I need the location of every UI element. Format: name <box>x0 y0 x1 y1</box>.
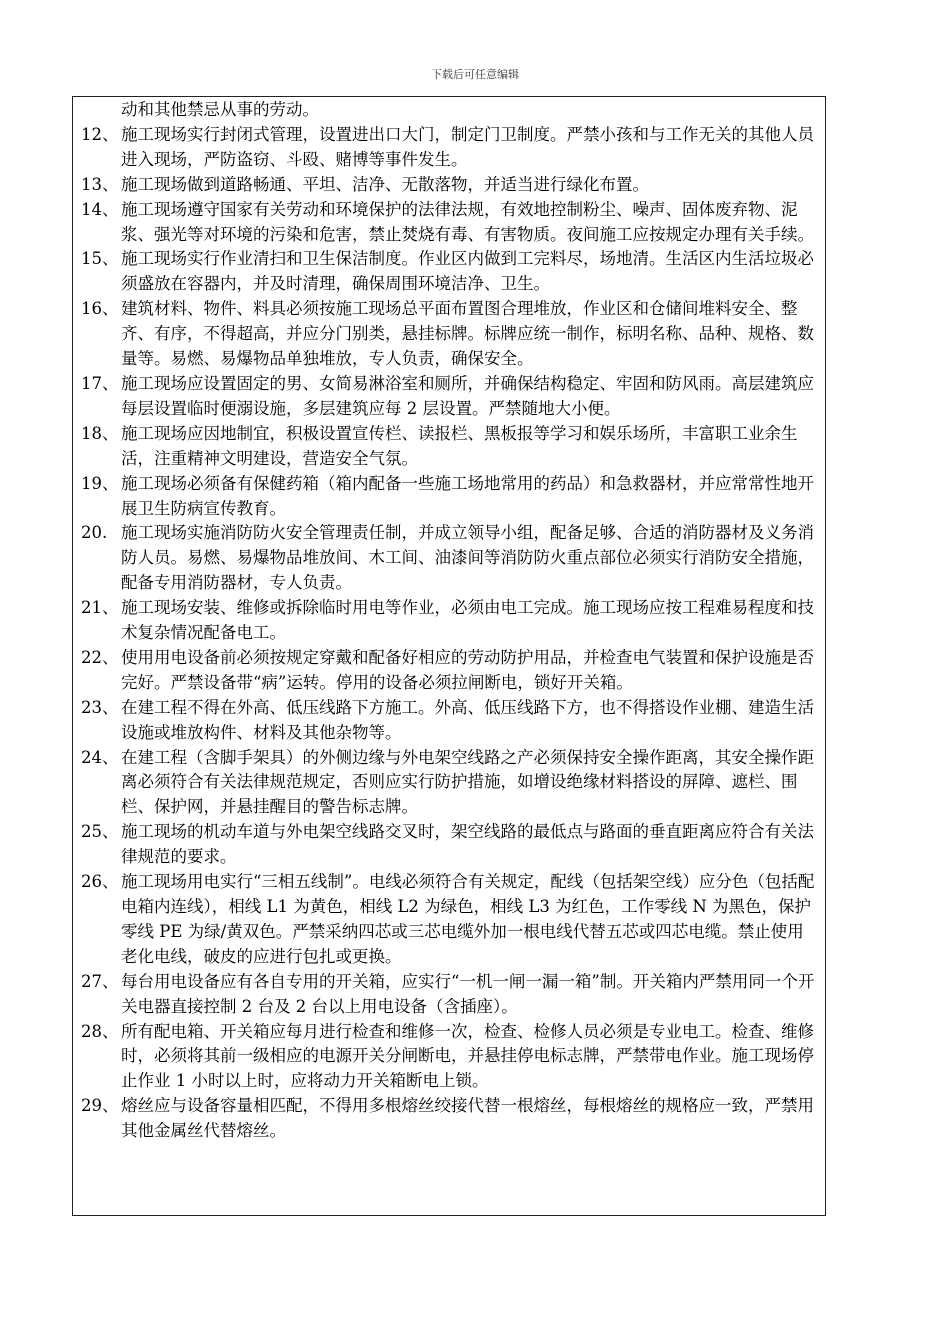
item-text: 施工现场实施消防防火安全管理责任制，并成立领导小组，配备足够、合适的消防器材及义务消防人员。易燃、易爆物品堆放间、木工间、油漆间等消防防火重点部位必须实行消防安全措施，配备专用消防器材，专人负责。 <box>121 523 814 593</box>
item-number: 25、 <box>81 822 119 842</box>
list-item <box>81 646 819 696</box>
list-item <box>81 123 819 173</box>
item-number: 27、 <box>81 971 119 991</box>
list-item <box>81 372 819 422</box>
list-item <box>81 422 819 472</box>
item-number: 16、 <box>81 299 119 319</box>
item-text: 施工现场遵守国家有关劳动和环境保护的法律法规，有效地控制粉尘、噪声、固体废弃物、泥浆、强光等对环境的污染和危害，禁止焚烧有毒、有害物质。夜间施工应按规定办理有关手续。 <box>121 199 814 244</box>
item-text: 施工现场安装、维修或拆除临时用电等作业，必须由电工完成。施工现场应按工程难易程度和技术复杂情况配备电工。 <box>121 598 814 643</box>
list-item <box>81 297 819 372</box>
item-text: 在建工程（含脚手架具）的外侧边缘与外电架空线路之产必须保持安全操作距离，其安全操作距离必须符合有关法律规范规定，否则应实行防护措施，如增设绝缘材料搭设的屏障、遮栏、围栏、保护网，并悬挂醒目的警告标志牌。 <box>121 747 814 817</box>
item-text: 所有配电箱、开关箱应每月进行检查和维修一次，检查、检修人员必须是专业电工。检查、维修时，必须将其前一级相应的电源开关分闸断电，并悬挂停电标志牌，严禁带电作业。施工现场停止作业 1 小时以上时，应将动力开关箱断电上锁。 <box>121 1021 814 1091</box>
item-text: 建筑材料、物件、料具必须按施工现场总平面布置图合理堆放，作业区和仓储间堆料安全、整齐、有序，不得超高，并应分门别类，悬挂标牌。标牌应统一制作，标明名称、品种、规格、数量等。易燃、易爆物品单独堆放，专人负责，确保安全。 <box>121 299 814 369</box>
item-number: 12、 <box>81 124 119 144</box>
regulation-list <box>81 98 819 1144</box>
item-text: 施工现场实行封闭式管理，设置进出口大门，制定门卫制度。严禁小孩和与工作无关的其他人员进入现场，严防盗窃、斗殴、赌博等事件发生。 <box>121 124 814 169</box>
item-number: 13、 <box>81 174 119 194</box>
list-item <box>81 1094 819 1144</box>
list-item <box>81 870 819 970</box>
item-number: 29、 <box>81 1096 119 1116</box>
item-number: 28、 <box>81 1021 119 1041</box>
list-item <box>81 198 819 248</box>
item-text: 施工现场用电实行“三相五线制”。电线必须符合有关规定，配线（包括架空线）应分色（包括配电箱内连线），相线 L1 为黄色，相线 L2 为绿色，相线 L3 为红色，工作零线 N 为黑色，保护零线 PE 为绿/黄双色。严禁采纳四芯或三芯电缆外加一根电线代替五芯或四芯电缆。禁止使用老化电线，破皮的应进行包扎或更换。 <box>121 872 815 966</box>
list-item <box>81 596 819 646</box>
item-number: 22、 <box>81 647 119 667</box>
item-text: 施工现场的机动车道与外电架空线路交叉时，架空线路的最低点与路面的垂直距离应符合有关法律规范的要求。 <box>121 822 814 867</box>
item-text: 施工现场做到道路畅通、平坦、洁净、无散落物，并适当进行绿化布置。 <box>121 174 649 194</box>
list-item <box>81 173 819 198</box>
item-text: 施工现场必须备有保健药箱（箱内配备一些施工场地常用的药品）和急救器材，并应常常性地开展卫生防病宣传教育。 <box>121 473 814 518</box>
continuation-text: 动和其他禁忌从事的劳动。 <box>121 100 319 119</box>
item-number: 15、 <box>81 249 119 269</box>
list-item <box>81 472 819 522</box>
item-number: 19、 <box>81 473 119 493</box>
list-item <box>81 820 819 870</box>
item-text: 施工现场应设置固定的男、女简易淋浴室和厕所，并确保结构稳定、牢固和防风雨。高层建筑应每层设置临时便溺设施，多层建筑应每 2 层设置。严禁随地大小便。 <box>121 373 814 418</box>
list-item <box>81 696 819 746</box>
item-number: 21、 <box>81 598 119 618</box>
item-number: 14、 <box>81 199 119 219</box>
item-text: 每台用电设备应有各自专用的开关箱，应实行“一机一闸一漏一箱”制。开关箱内严禁用同一个开关电器直接控制 2 台及 2 台以上用电设备（含插座）。 <box>121 971 815 1016</box>
item-number: 24、 <box>81 747 119 767</box>
page-header: 下载后可任意编辑 <box>431 68 519 81</box>
item-number: 20. <box>81 523 108 543</box>
item-text: 在建工程不得在外高、低压线路下方施工。外高、低压线路下方，也不得搭设作业棚、建造生活设施或堆放构件、材料及其他杂物等。 <box>121 697 814 742</box>
item-number: 26、 <box>81 872 119 892</box>
list-item <box>81 970 819 1020</box>
item-text: 施工现场应因地制宜，积极设置宣传栏、读报栏、黑板报等学习和娱乐场所，丰富职工业余生活，注重精神文明建设，营造安全气氛。 <box>121 423 798 468</box>
item-text: 施工现场实行作业清扫和卫生保洁制度。作业区内做到工完料尽，场地清。生活区内生活垃圾必须盛放在容器内，并及时清理，确保周围环境洁净、卫生。 <box>121 249 814 294</box>
list-item <box>81 521 819 596</box>
item-number: 23、 <box>81 697 119 717</box>
item-text: 使用用电设备前必须按规定穿戴和配备好相应的劳动防护用品，并检查电气装置和保护设施是否完好。严禁设备带“病”运转。停用的设备必须拉闸断电，锁好开关箱。 <box>121 647 814 692</box>
item-text: 熔丝应与设备容量相匹配，不得用多根熔丝绞接代替一根熔丝，每根熔丝的规格应一致，严禁用其他金属丝代替熔丝。 <box>121 1096 814 1141</box>
item-number: 18、 <box>81 423 119 443</box>
item-number: 17、 <box>81 373 119 393</box>
list-item <box>81 1020 819 1095</box>
list-item <box>81 746 819 821</box>
list-item <box>81 247 819 297</box>
